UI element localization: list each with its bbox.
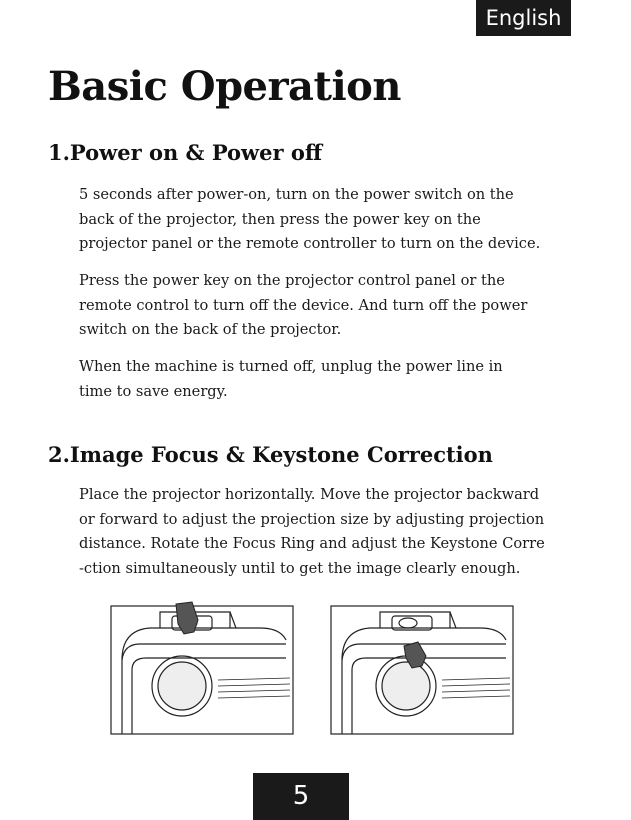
text-line: back of the projector, then press the power key on the	[79, 210, 481, 228]
text-line: When the machine is turned off, unplug the power line in	[79, 358, 503, 375]
text-line: distance. Rotate the Focus Ring and adjust the Keystone Corre	[79, 535, 545, 552]
text-line: 5 seconds after power-on, turn on the power switch on the	[79, 186, 514, 203]
section-heading-power: 1.Power on & Power off	[48, 140, 323, 165]
paragraph-unplug	[79, 355, 579, 404]
language-tag: English	[476, 0, 571, 36]
text-line: Press the power key on the projector control panel or the	[79, 272, 505, 289]
paragraph-focus	[79, 483, 579, 581]
paragraph-power-on	[79, 183, 579, 257]
page-title: Basic Operation	[48, 63, 401, 110]
text-line: remote control to turn off the device. And turn off the power	[79, 296, 528, 314]
section-heading-focus: 2.Image Focus & Keystone Correction	[48, 442, 493, 467]
text-line: switch on the back of the projector.	[79, 321, 342, 338]
projector-keystone-icon	[330, 600, 516, 736]
text-line: time to save energy.	[79, 382, 228, 400]
text-line: Place the projector horizontally. Move the projector backward	[79, 486, 540, 503]
text-line: or forward to adjust the projection size by adjusting projection	[79, 510, 545, 528]
text-line: -ction simultaneously until to get the image clearly enough.	[79, 559, 521, 577]
projector-focus-ring-icon	[110, 600, 296, 736]
paragraph-power-off	[79, 269, 579, 343]
text-line: projector panel or the remote controller to turn on the device.	[79, 235, 541, 252]
page-number: 5	[253, 773, 349, 820]
